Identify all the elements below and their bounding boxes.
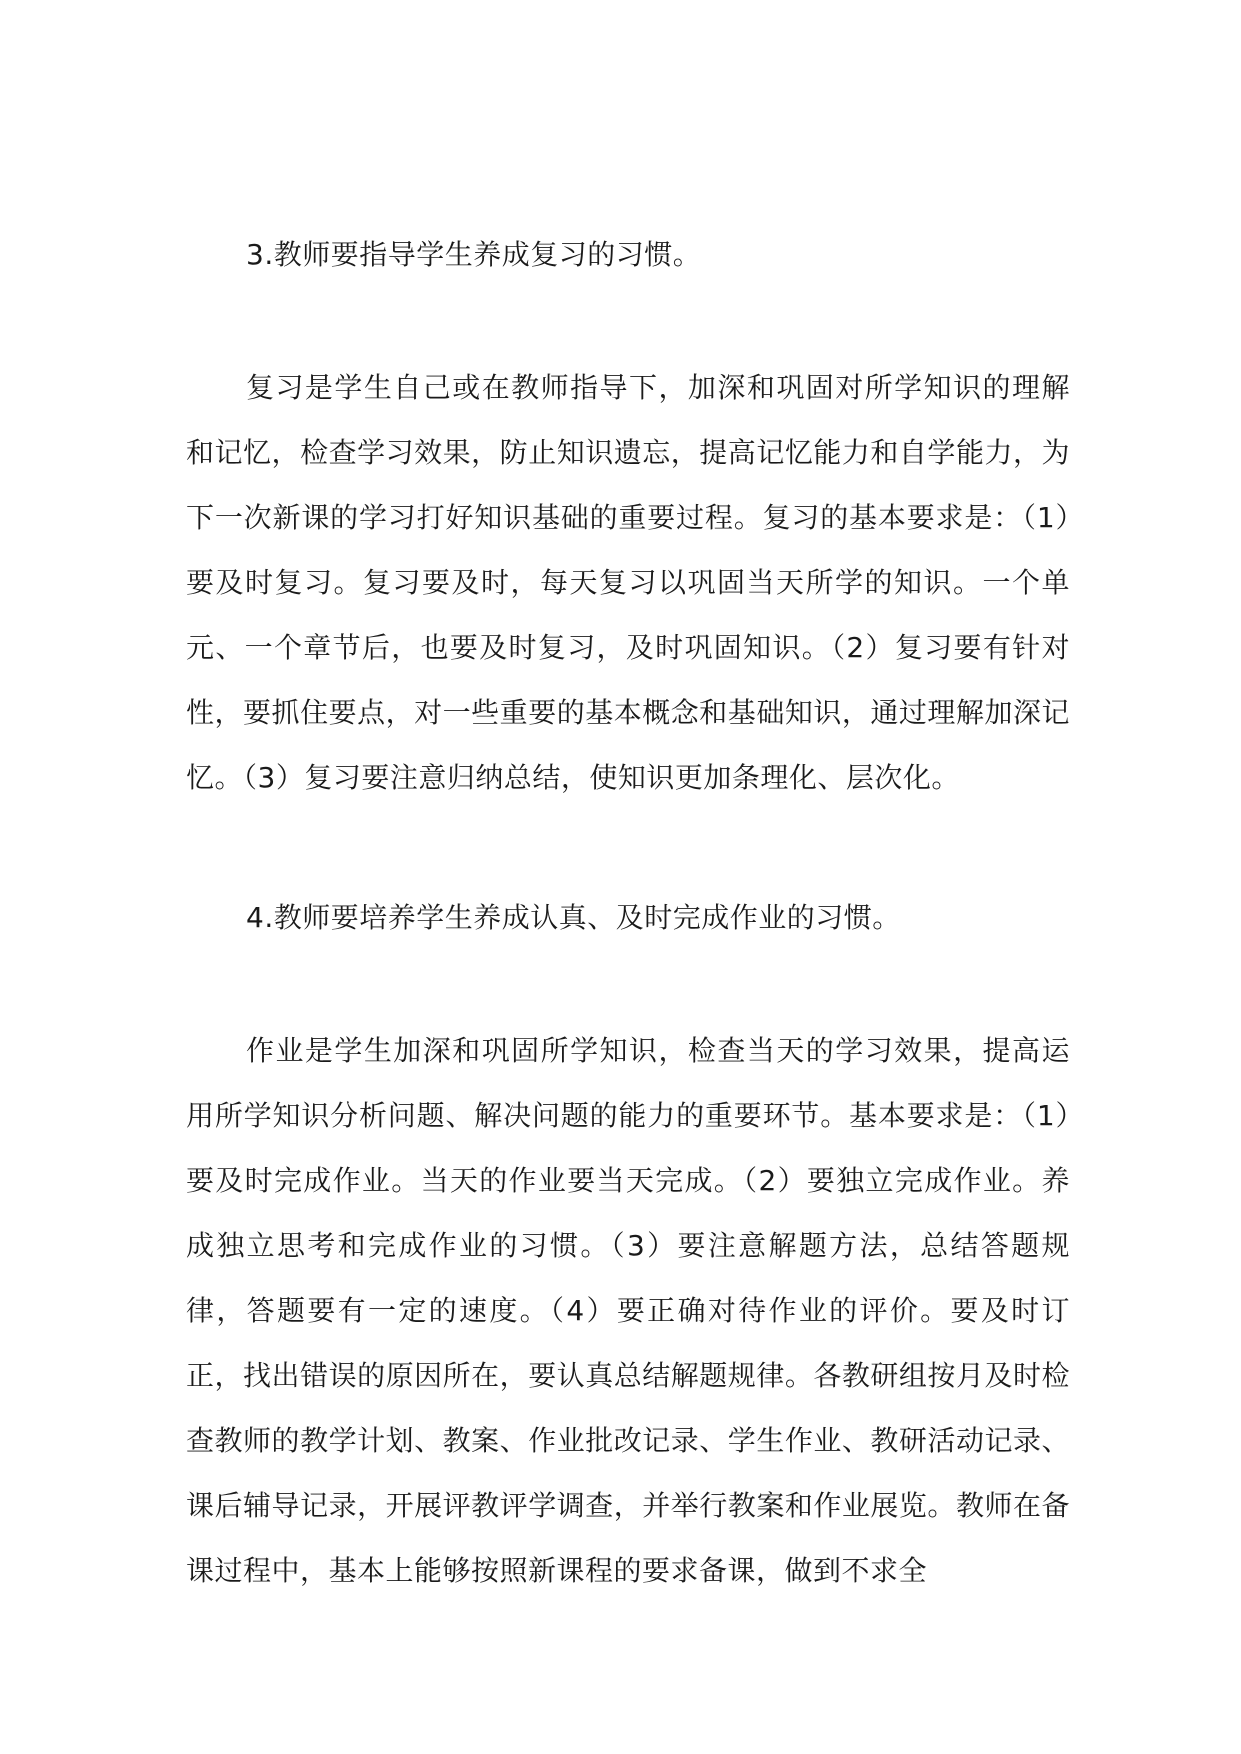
section-heading-4: 4.教师要培养学生养成认真、及时完成作业的习惯。 (246, 901, 901, 934)
document-body (186, 222, 1070, 1666)
paragraph-homework: 作业是学生加深和巩固所学知识，检查当天的学习效果，提高运用所学知识分析问题、解决问题的能力的重要环节。基本要求是：（1）要及时完成作业。当天的作业要当天完成。（2）要独立完成作业。养成独立思考和完成作业的习惯。（3）要注意解题方法，总结答题规律，答题要有一定的速度。（4）要正确对待作业的评价。要及时订正，找出错误的原因所在，要认真总结解题规律。各教研组按月及时检查教师的教学计划、教案、作业批改记录、学生作业、教研活动记录、课后辅导记录，开展评教评学调查，并举行教案和作业展览。教师在备课过程中，基本上能够按照新课程的要求备课，做到不求全 (186, 1034, 1070, 1587)
section-heading-3: 3.教师要指导学生养成复习的习惯。 (246, 238, 702, 271)
paragraph-review: 复习是学生自己或在教师指导下，加深和巩固对所学知识的理解和记忆，检查学习效果，防止知识遗忘，提高记忆能力和自学能力，为下一次新课的学习打好知识基础的重要过程。复习的基本要求是：（1）要及时复习。复习要及时，每天复习以巩固当天所学的知识。一个单元、一个章节后，也要及时复习，及时巩固知识。（2）复习要有针对性，要抓住要点，对一些重要的基本概念和基础知识，通过理解加深记忆。（3）复习要注意归纳总结，使知识更加条理化、层次化。 (186, 371, 1070, 794)
